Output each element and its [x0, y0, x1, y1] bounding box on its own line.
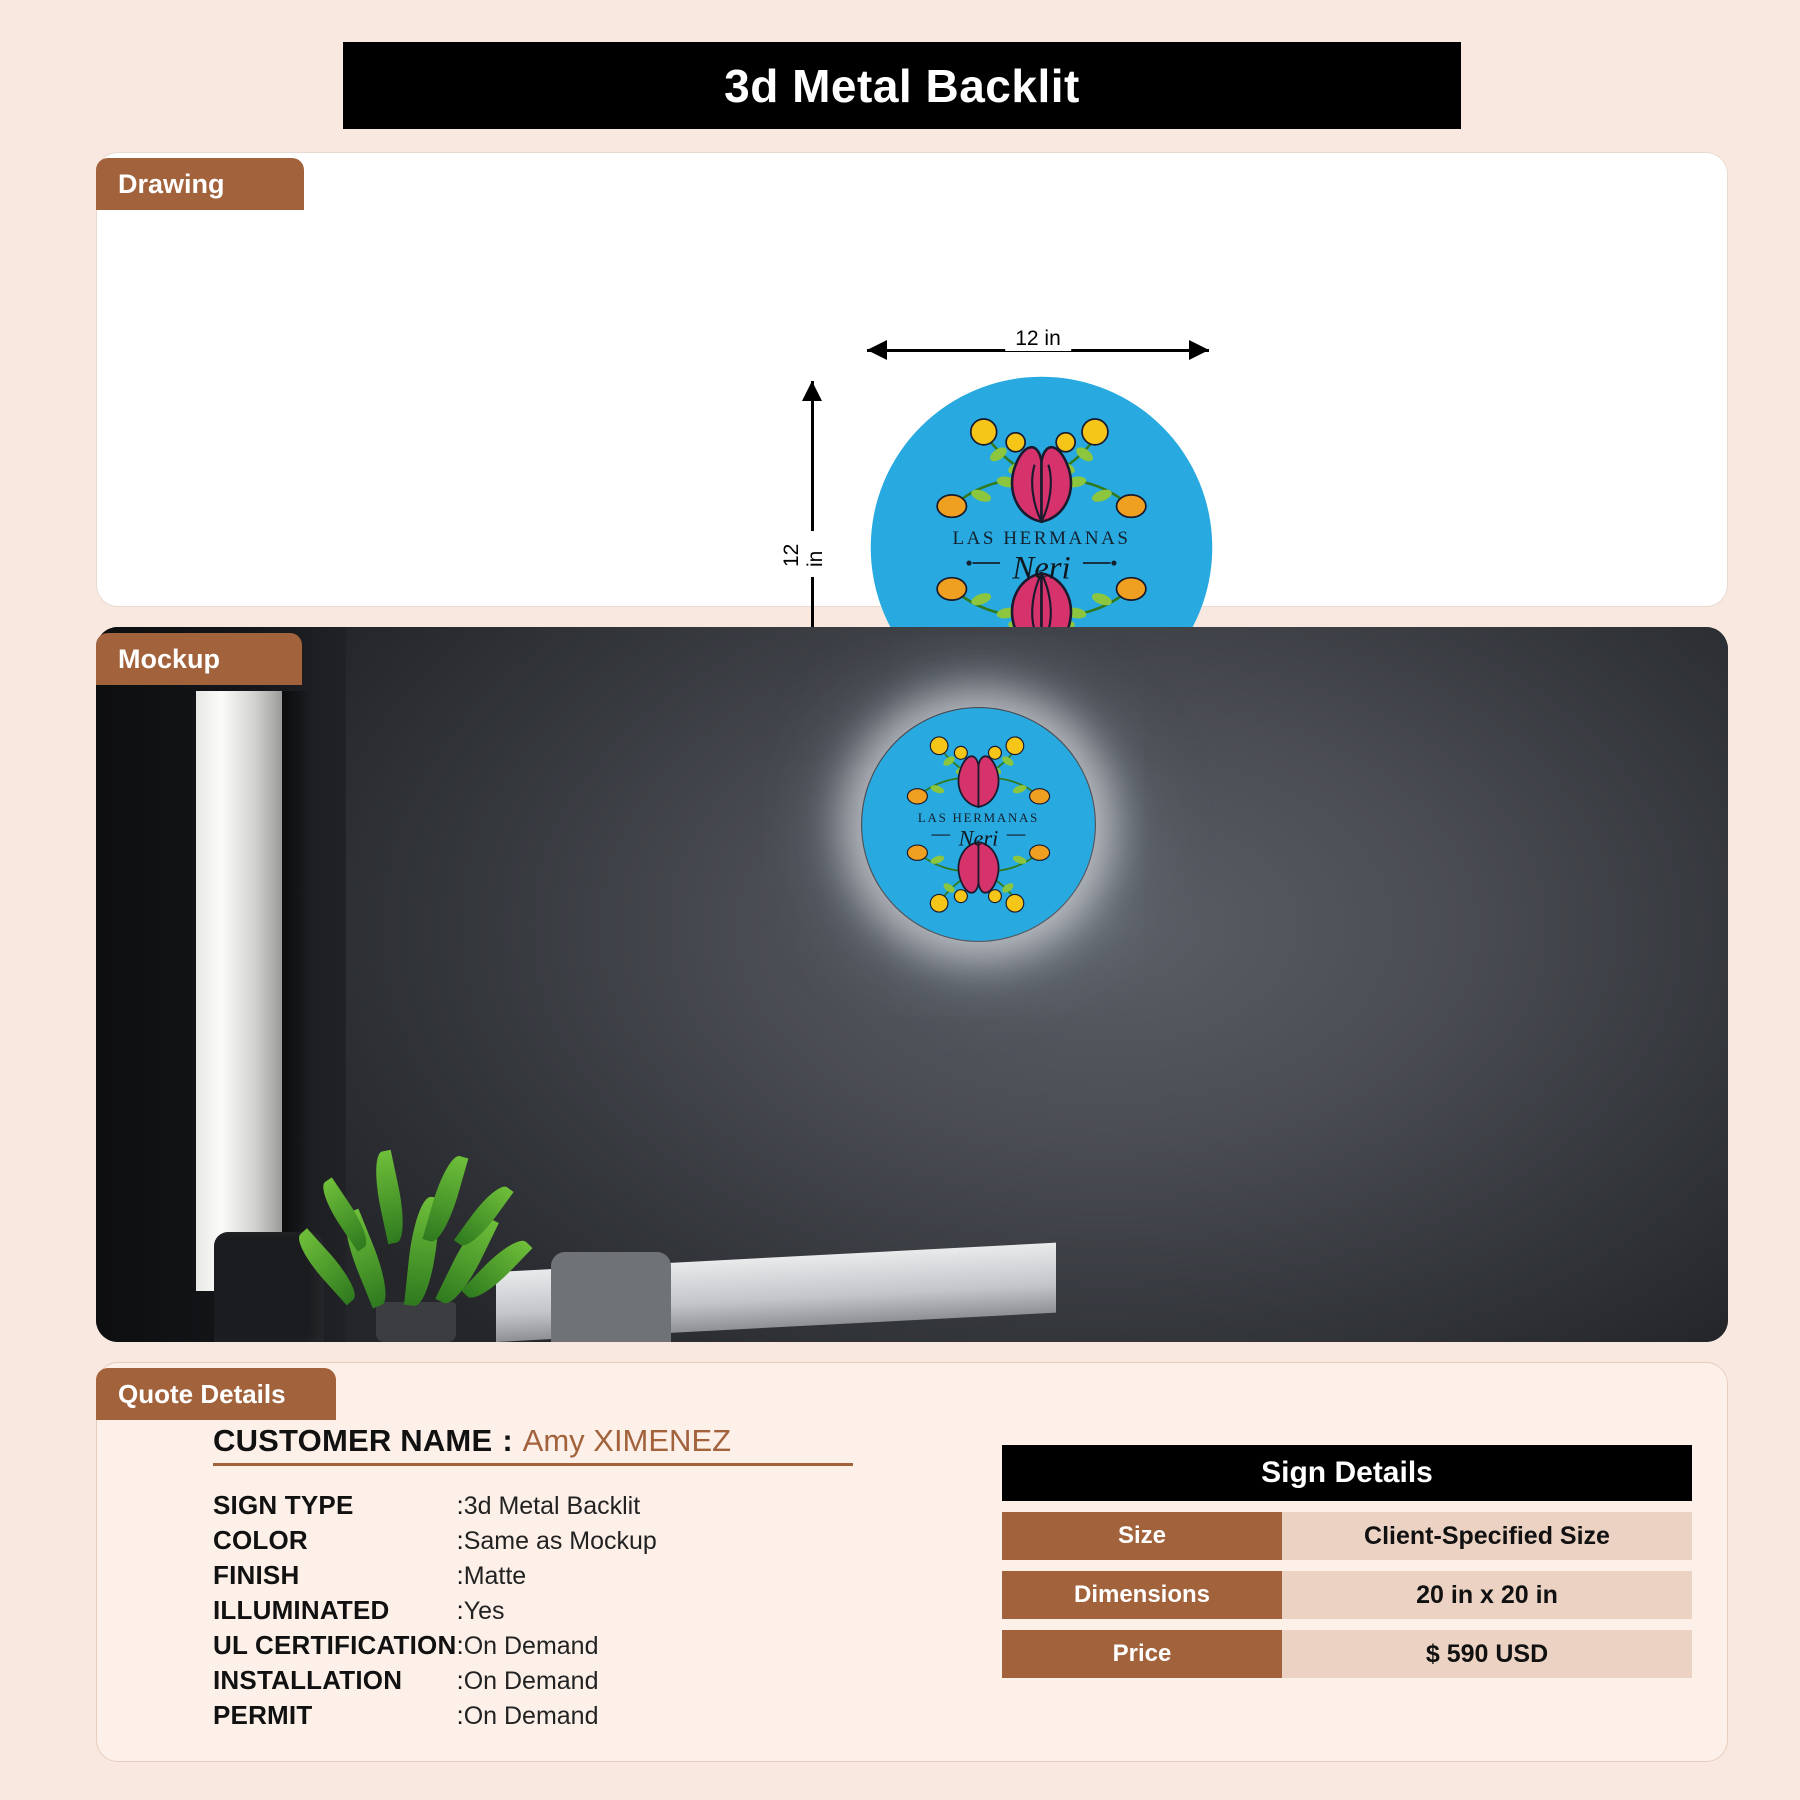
- mockup-tab-label: Mockup: [118, 643, 221, 674]
- spec-colon: :: [456, 1700, 464, 1730]
- drawing-width-dimension: [867, 327, 1209, 365]
- arrow-right-icon: [1189, 340, 1209, 360]
- drawing-height-label: 12 in: [780, 531, 828, 577]
- spec-colon: :: [456, 1630, 464, 1660]
- table-row: [213, 1628, 657, 1663]
- sign-details-header: Sign Details: [1002, 1445, 1692, 1501]
- drawing-tab: [96, 158, 304, 210]
- sign-details-value: Client-Specified Size: [1282, 1512, 1692, 1560]
- spec-value: 3d Metal Backlit: [463, 1492, 641, 1520]
- spec-value: Yes: [463, 1597, 505, 1625]
- customer-spec-block: [117, 1423, 907, 1733]
- page-title-bar: [343, 42, 1461, 129]
- spec-colon: :: [456, 1595, 464, 1625]
- table-row: [213, 1488, 657, 1523]
- sign-details-value: $ 590 USD: [1282, 1630, 1692, 1678]
- spec-value: On Demand: [463, 1702, 599, 1730]
- spec-value: On Demand: [463, 1667, 599, 1695]
- quote-details-panel: [96, 1362, 1728, 1762]
- table-row: [213, 1663, 657, 1698]
- spec-value: Matte: [463, 1562, 527, 1590]
- table-row: [213, 1558, 657, 1593]
- table-row: [1002, 1630, 1692, 1678]
- svg-text:Neri: Neri: [1012, 550, 1071, 587]
- plant-pot: [376, 1302, 456, 1342]
- spec-key: FINISH: [213, 1560, 300, 1590]
- mockup-logo-svg: [861, 707, 1096, 942]
- room-chair-light: [551, 1252, 671, 1342]
- spec-key: INSTALLATION: [213, 1665, 403, 1695]
- sign-details-key: Dimensions: [1002, 1571, 1282, 1619]
- sign-details-table: [1002, 1445, 1692, 1678]
- table-row: [213, 1698, 657, 1733]
- room-pillar: [196, 691, 282, 1291]
- svg-text:LAS HERMANAS: LAS HERMANAS: [952, 528, 1131, 550]
- table-row: [213, 1523, 657, 1558]
- drawing-panel: [96, 152, 1728, 607]
- spec-colon: :: [456, 1525, 464, 1555]
- customer-name-colon: :: [502, 1423, 513, 1458]
- spec-value: On Demand: [463, 1632, 599, 1660]
- quote-details-tab-label: Quote Details: [118, 1378, 286, 1409]
- spec-key: COLOR: [213, 1525, 308, 1555]
- spec-colon: :: [456, 1665, 464, 1695]
- customer-name-label: CUSTOMER NAME: [213, 1423, 493, 1458]
- customer-name-value: Amy XIMENEZ: [522, 1423, 732, 1458]
- sign-details-value: 20 in x 20 in: [1282, 1571, 1692, 1619]
- mockup-logo-artwork: [861, 707, 1096, 942]
- svg-text:LAS HERMANAS: LAS HERMANAS: [917, 810, 1040, 826]
- table-row: [1002, 1512, 1692, 1560]
- spec-key: ILLUMINATED: [213, 1595, 390, 1625]
- mockup-panel: [96, 627, 1728, 1342]
- sign-details-key: Price: [1002, 1630, 1282, 1678]
- customer-name-row: [213, 1423, 853, 1466]
- sign-details-key: Size: [1002, 1512, 1282, 1560]
- mockup-tab: [96, 633, 302, 685]
- top-petal-group: [1012, 447, 1071, 521]
- spec-colon: :: [456, 1560, 464, 1590]
- table-row: [213, 1593, 657, 1628]
- arrow-left-icon: [867, 340, 887, 360]
- spec-key: UL CERTIFICATION: [213, 1630, 457, 1660]
- arrow-up-icon: [802, 381, 822, 401]
- drawing-width-label: 12 in: [1005, 327, 1071, 351]
- table-row: [1002, 1571, 1692, 1619]
- spec-value: Same as Mockup: [463, 1527, 657, 1555]
- quote-details-tab: [96, 1368, 336, 1420]
- spec-colon: :: [456, 1490, 464, 1520]
- svg-text:Neri: Neri: [958, 825, 999, 851]
- spec-key: PERMIT: [213, 1700, 313, 1730]
- room-plant: [296, 1112, 526, 1342]
- drawing-tab-label: Drawing: [118, 168, 225, 199]
- spec-table: [213, 1488, 657, 1733]
- page-title: 3d Metal Backlit: [724, 59, 1080, 112]
- spec-key: SIGN TYPE: [213, 1490, 354, 1520]
